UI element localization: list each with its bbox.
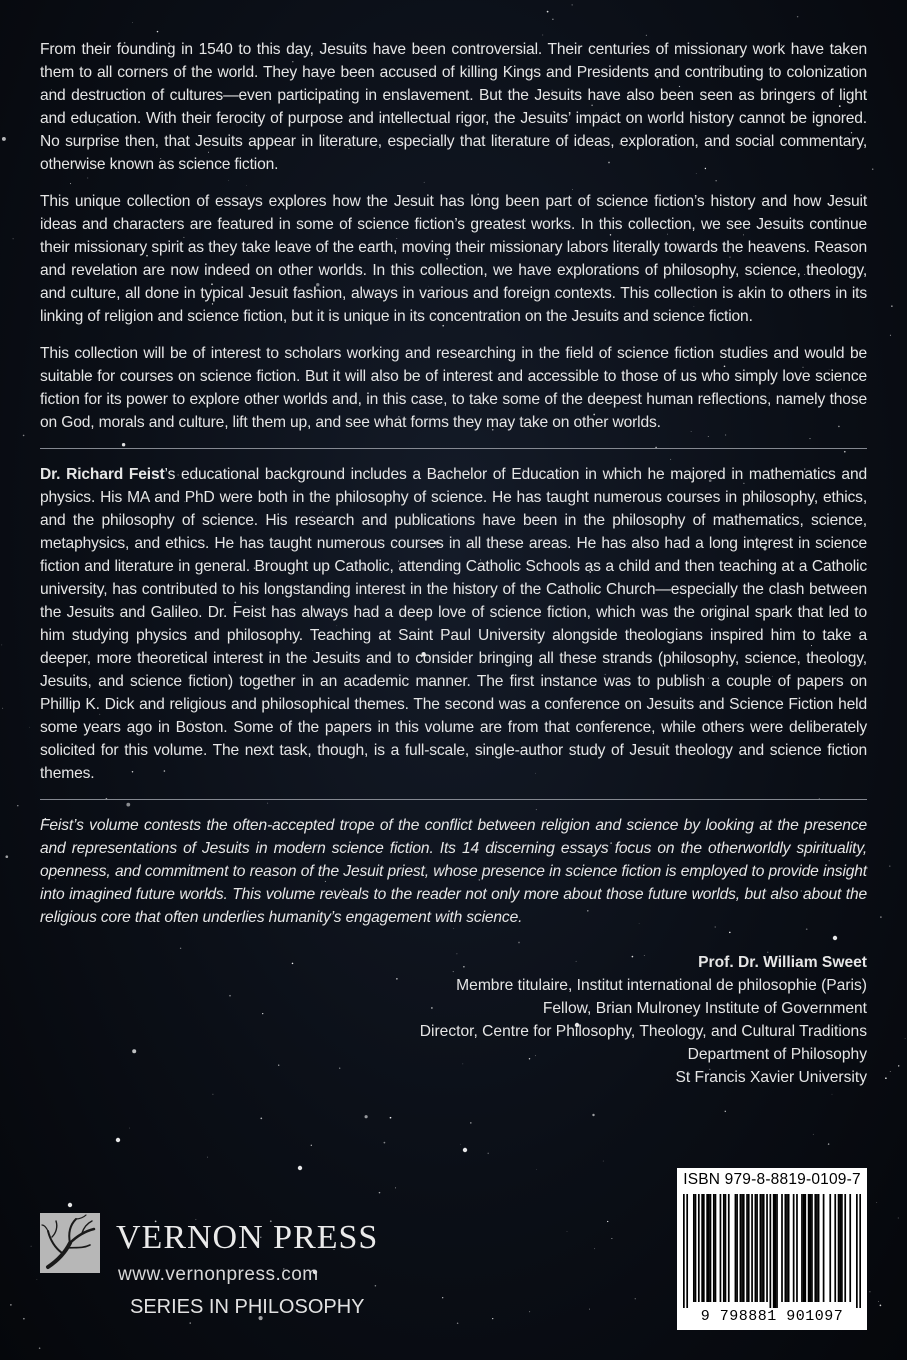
barcode-bar <box>814 1194 816 1302</box>
barcode-bar <box>773 1194 775 1308</box>
star <box>529 1311 530 1312</box>
barcode-bar <box>856 1194 858 1308</box>
star <box>470 1122 472 1124</box>
barcode-bar <box>713 1194 715 1302</box>
barcode-bar <box>706 1194 708 1302</box>
star <box>2 137 6 141</box>
barcode-bar <box>766 1194 768 1302</box>
star <box>365 1115 368 1118</box>
endorser-affiliation: Director, Centre for Philosophy, Theology, and Cultural Traditions <box>419 1023 867 1040</box>
barcode-bar <box>710 1194 712 1302</box>
star <box>37 1279 38 1280</box>
barcode-bar <box>808 1194 810 1302</box>
star <box>878 1301 879 1302</box>
bright-star <box>463 1148 467 1152</box>
star <box>390 1117 392 1119</box>
barcode-bar <box>755 1194 757 1302</box>
star <box>880 916 881 917</box>
barcode-bar <box>735 1194 737 1302</box>
star <box>542 35 543 36</box>
star <box>552 19 553 20</box>
star <box>572 4 573 5</box>
star <box>536 1169 537 1170</box>
publisher-name: VERNON PRESS <box>116 1219 379 1256</box>
star <box>132 22 133 23</box>
barcode-bar <box>746 1194 748 1302</box>
author-bio-text: ’s educational background includes a Bachelor of Education in which he majored in mathematics and physics. His MA and PhD were both in the philosophy of science. He has taught numerous courses in philosophy, ethics, and the philosophy of science. His research and publications have been in the philosophy of mathematics, science, metaphysics, and ethics. He has taught numerous courses in all these areas. He has also had a long interest in science fiction and literature in general. Brought up Catholic, attending Catholic Schools as a child and then teaching at a Catholic university, has contributed to his longstanding interest in the history of the Catholic Church—especially the clash between the Jesuits and Galileo. Dr. Feist has always had a deep love of science fiction, which was the original spark that led to him studying physics and philosophy. Teaching at Saint Paul University alongside theologians inspired him to take a deeper, more theoretical interest in the Jesuits and to consider bringing all these strands (philosophy, science, theology, Jesuits, and science fiction) together in an academic manner. The first instance was to publish a couple of papers on Phillip K. Dick and religious and philosophical themes. The second was a conference on Jesuits and Science Fiction held some years ago in Boston. Some of the papers in this volume are from that conference, while others were deliberately solicited for this volume. The next task, though, is a full-scale, single-author study of Jesuit theology and science fiction themes. <box>40 466 867 782</box>
bright-star <box>68 1203 72 1207</box>
barcode-digits: 9 798881 901097 <box>700 1308 844 1325</box>
barcode-bar <box>770 1194 772 1308</box>
star <box>460 1144 461 1145</box>
bright-star <box>298 1166 302 1170</box>
back-cover-text <box>40 38 867 1089</box>
barcode-bar <box>816 1194 818 1302</box>
star <box>190 1322 191 1323</box>
star <box>832 1094 833 1095</box>
star <box>457 1322 459 1324</box>
description-paragraph-2: This unique collection of essays explores how the Jesuit has long been part of science fiction’s history and how Jesuit ideas and characters are featured in some of science fiction’s greatest works. In this collection, we see Jesuits continue their missionary spirit as they take leave of the earth, moving their missionary labors literally towards the heavens. Reason and revelation are now indeed on other worlds. In this collection, we have explorations of philosophy, science, theology, and culture, all done in typical Jesuit fashion, always in various and foreign contexts. This collection is akin to others in its linking of religion and science fiction, but it is unique in its concentration on the Jesuits and science fiction. <box>40 193 867 325</box>
star <box>39 1347 41 1349</box>
star <box>5 855 8 858</box>
star <box>492 1318 493 1319</box>
star <box>828 1143 829 1144</box>
barcode-bar <box>693 1194 695 1302</box>
star <box>611 1238 612 1239</box>
barcode-bar <box>829 1194 831 1302</box>
barcode-bar <box>859 1194 861 1308</box>
star <box>592 1114 594 1116</box>
description-paragraph-3: This collection will be of interest to scholars working and researching in the field of science fiction studies and would be suitable for courses on science fiction. But it will also be of interest and accessible to those of us who simply love science fiction for its power to explore other worlds and, in this case, to take some of the deepest human reflections, namely those on God, morals and culture, lift them up, and see what forms they may take on other worlds. <box>40 345 867 431</box>
barcode-bar <box>686 1194 688 1308</box>
barcode-bar <box>796 1194 798 1302</box>
star <box>567 1231 568 1232</box>
star <box>260 1118 262 1120</box>
star <box>725 1111 726 1112</box>
barcode-bar <box>776 1194 778 1308</box>
star <box>872 168 873 169</box>
star <box>898 1065 899 1066</box>
star <box>890 335 891 336</box>
barcode-bar <box>809 1194 811 1302</box>
barcode-bar <box>775 1194 777 1308</box>
star <box>890 1071 891 1072</box>
barcode-bar <box>849 1194 851 1302</box>
endorser-affiliation: Membre titulaire, Institut international de philosophie (Paris) <box>456 977 867 994</box>
barcode-bar <box>748 1194 750 1302</box>
divider <box>40 799 867 800</box>
barcode-bar <box>844 1194 846 1302</box>
barcode-bar <box>761 1194 763 1302</box>
endorser-affiliation: St Francis Xavier University <box>675 1069 867 1086</box>
barcode-bar <box>838 1194 840 1302</box>
star <box>589 1309 590 1310</box>
barcode-bar <box>804 1194 806 1302</box>
star <box>395 1187 396 1188</box>
star <box>594 1248 595 1249</box>
barcode-bar <box>695 1194 697 1302</box>
description-paragraph-1: From their founding in 1540 to this day, Jesuits have been controversial. Their centuries of missionary work have taken them to all corners of the world. They have been accused of killing Kings and Presidents and contributing to colonization and destruction of cultures—even participating in enslavement. But the Jesuits have also been seen as bringers of light and education. With their ferocity of purpose and intellectual rigor, the Jesuits’ impact on world history cannot be ignored. No surprise then, that Jesuits appear in literature, especially that literature of ideas, exploration, and social commentary, otherwise known as science fiction. <box>40 41 867 173</box>
star <box>379 1192 381 1194</box>
star <box>207 1157 208 1158</box>
star <box>2 708 3 709</box>
star <box>603 1161 604 1162</box>
star <box>29 727 30 728</box>
star <box>547 11 549 13</box>
star <box>813 1134 814 1135</box>
barcode-bar <box>736 1194 738 1302</box>
publisher-url[interactable]: www.vernonpress.com <box>118 1264 319 1285</box>
barcode-bar <box>698 1194 700 1302</box>
barcode-bar <box>818 1194 820 1302</box>
isbn-barcode <box>677 1168 867 1330</box>
star <box>375 1285 377 1287</box>
barcode-bar <box>751 1194 753 1302</box>
barcode-bar <box>784 1194 786 1302</box>
barcode-bar <box>834 1194 836 1302</box>
bright-star <box>116 1138 120 1142</box>
endorser-name: Prof. Dr. William Sweet <box>698 954 867 971</box>
star <box>10 1304 11 1305</box>
star <box>885 1077 887 1079</box>
star <box>23 1318 25 1320</box>
barcode-bar <box>763 1194 765 1302</box>
barcode-bar <box>723 1194 725 1302</box>
star <box>384 1142 386 1144</box>
barcode-bar <box>728 1194 730 1302</box>
barcode-bar <box>788 1194 790 1302</box>
star <box>891 305 892 306</box>
star <box>876 1202 877 1203</box>
star <box>157 31 158 32</box>
star <box>635 1298 636 1299</box>
star <box>869 1291 870 1292</box>
isbn-label: ISBN 979-8-8819-0109-7 <box>683 1171 861 1188</box>
barcode-bar <box>725 1194 727 1302</box>
star <box>13 238 14 239</box>
star <box>129 1128 130 1129</box>
star <box>797 16 798 17</box>
series-name: SERIES IN PHILOSOPHY <box>130 1296 365 1318</box>
barcode-bar <box>786 1194 788 1302</box>
barcode-bar <box>803 1194 805 1302</box>
barcode-bar <box>741 1194 743 1302</box>
star <box>442 1297 443 1298</box>
barcode-bar <box>703 1194 705 1302</box>
star <box>880 1305 882 1307</box>
author-bio <box>40 463 867 785</box>
star <box>31 1246 32 1247</box>
barcode-bar <box>720 1194 722 1302</box>
endorsement-quote: Feist’s volume contests the often-accepted trope of the conflict between religion and science by looking at the presence and representations of Jesuits in modern science fiction. Its 14 discerning essays focus on the otherworldly spirituality, openness, and commitment to reason of the Jesuit priest, whose presence in science fiction is employed to provide insight into imagined future worlds. This volume reveals to the reader not only more about those future worlds, but also about the religious core that often underlies humanity’s engagement with science. <box>40 817 867 926</box>
star <box>646 35 647 36</box>
barcode-bar <box>740 1194 742 1302</box>
endorsement-signoff <box>40 951 867 1089</box>
star <box>607 1221 608 1222</box>
barcode-bar <box>823 1194 825 1302</box>
star <box>17 805 18 806</box>
barcode-bar <box>793 1194 795 1302</box>
endorser-affiliation: Department of Philosophy <box>687 1046 867 1063</box>
barcode-bar <box>811 1194 813 1302</box>
endorser-affiliation: Fellow, Brian Mulroney Institute of Government <box>542 1000 867 1017</box>
divider <box>40 448 867 449</box>
star <box>889 866 890 867</box>
barcode-bar <box>801 1194 803 1302</box>
barcode-bar <box>701 1194 703 1302</box>
barcode-bar <box>841 1194 843 1302</box>
barcode-bar <box>715 1194 717 1302</box>
barcode-bar <box>781 1194 783 1302</box>
star <box>23 435 25 437</box>
star <box>905 1038 906 1039</box>
barcode-bar <box>683 1194 685 1308</box>
barcode-bar <box>760 1194 762 1302</box>
star <box>311 1145 312 1146</box>
barcode-bar <box>708 1194 710 1302</box>
barcode-bar <box>839 1194 841 1302</box>
star <box>898 1218 899 1219</box>
barcode-bar <box>743 1194 745 1302</box>
author-name: Dr. Richard Feist <box>40 466 165 483</box>
star <box>487 1153 488 1154</box>
barcode-bars <box>683 1194 861 1308</box>
star <box>1 645 2 646</box>
barcode-bar <box>756 1194 758 1302</box>
star <box>212 1094 213 1095</box>
tree-logo-icon <box>40 1213 100 1273</box>
